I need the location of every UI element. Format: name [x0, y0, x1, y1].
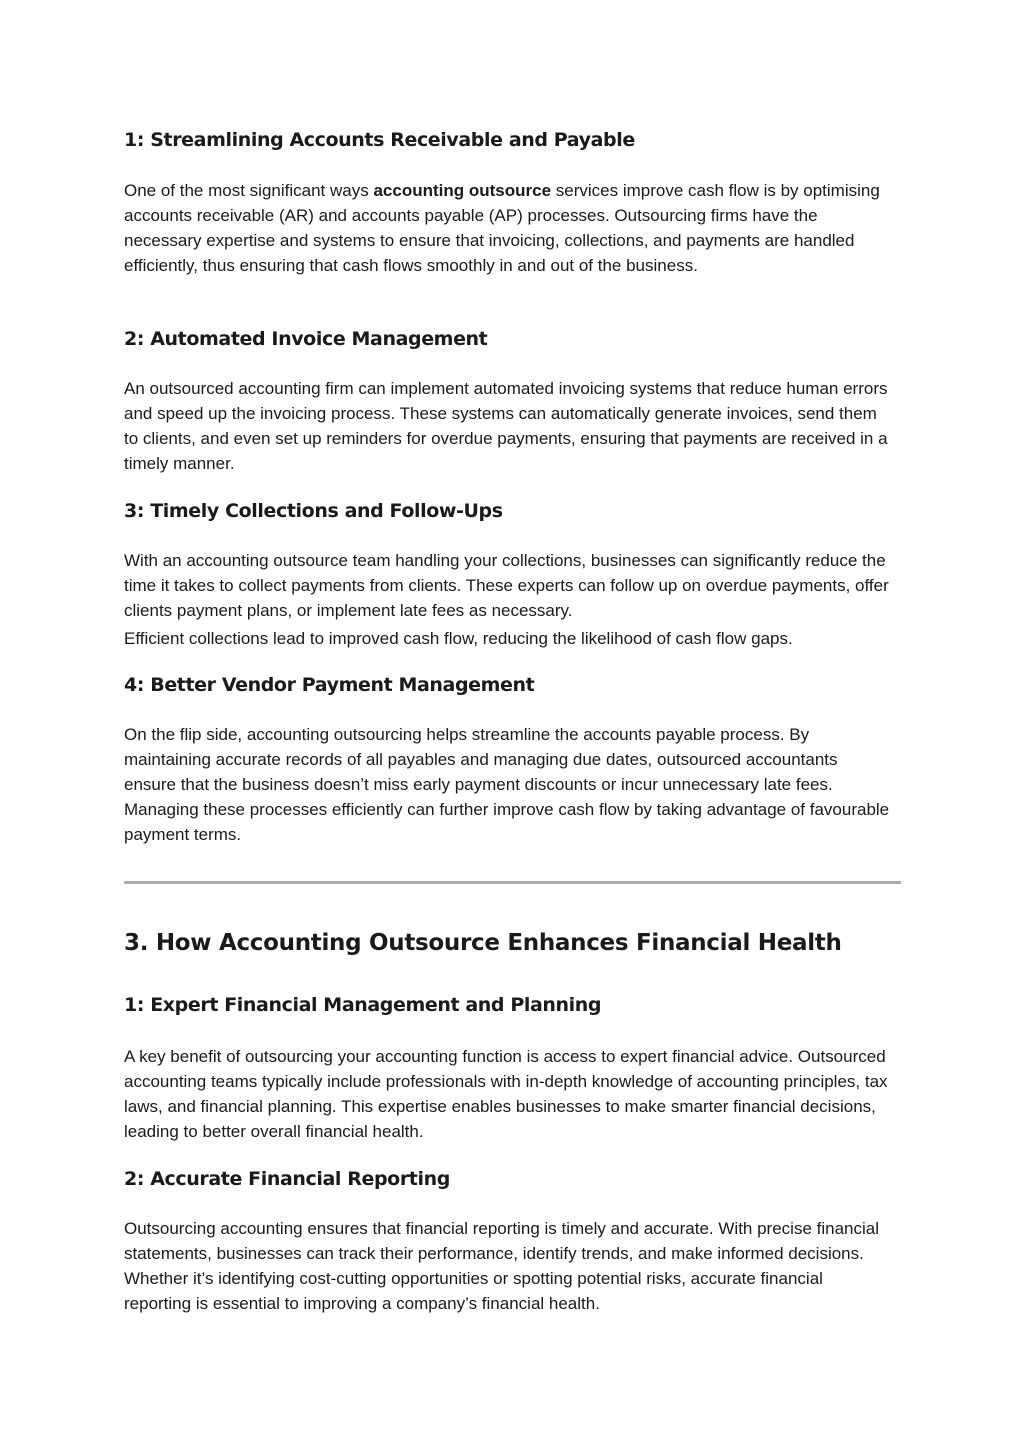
paragraph-accurate-reporting: Outsourcing accounting ensures that financial reporting is timely and accurate. With precise financial statements, businesses can track their performance, identify trends, and make informed decisions. Whether it’s identifying cost-cutting opportunities or spotting potential risks, accurate financial reporting is essential to improving a company’s financial health. — [124, 1219, 879, 1313]
paragraph-vendor-payment: On the flip side, accounting outsourcing helps streamline the accounts payable process. By maintaining accurate records of all payables and managing due dates, outsourced accountants ensure that the business doesn’t miss early payment discounts or incur unnecessary late fees. Managing these processes efficiently can further improve cash flow by taking advantage of favourable payment terms. — [124, 725, 890, 844]
horizontal-divider — [124, 881, 901, 884]
section-title: 3. How Accounting Outsource Enhances Financial Health — [124, 930, 842, 956]
paragraph-automated-invoice: An outsourced accounting firm can implement automated invoicing systems that reduce human errors and speed up the invoicing process. These systems can automatically generate invoices, send them to clients, and even set up reminders for overdue payments, ensuring that payments are received in a timely manner. — [124, 379, 888, 473]
paragraph-expert-financial-management: A key benefit of outsourcing your accounting function is access to expert financial advice. Outsourced accounting teams typically include professionals with in-depth knowledge of accounting principles, tax laws, and financial planning. This expertise enables businesses to make smarter financial decisions, leading to better overall financial health. — [124, 1047, 888, 1141]
heading-automated-invoice: 2: Automated Invoice Management — [124, 328, 488, 350]
paragraph-streamlining-ar-ap — [124, 178, 894, 278]
paragraph-text-end: services improve cash flow is by optimising accounts receivable (AR) and accounts payable (AP) processes. Outsourcing firms have the necessary expertise and systems to ensure that invoicing, collections, and payments are handled efficiently, thus ensuring that cash flows smoothly in and out of the business. — [124, 181, 880, 275]
bold-phrase-accounting-outsource: accounting outsource — [373, 181, 552, 200]
paragraph-timely-collections: With an accounting outsource team handling your collections, businesses can significantly reduce the time it takes to collect payments from clients. These experts can follow up on overdue payments, offer clients payment plans, or implement late fees as necessary. — [124, 551, 889, 620]
heading-streamlining-ar-ap: 1: Streamlining Accounts Receivable and Payable — [124, 129, 635, 151]
heading-accurate-reporting: 2: Accurate Financial Reporting — [124, 1168, 450, 1190]
heading-expert-financial-management: 1: Expert Financial Management and Planning — [124, 994, 602, 1016]
paragraph-timely-collections-extra: Efficient collections lead to improved cash flow, reducing the likelihood of cash flow gaps. — [124, 629, 793, 648]
heading-vendor-payment: 4: Better Vendor Payment Management — [124, 674, 535, 696]
heading-timely-collections: 3: Timely Collections and Follow-Ups — [124, 500, 503, 522]
paragraph-text-start: One of the most significant ways — [124, 181, 374, 200]
